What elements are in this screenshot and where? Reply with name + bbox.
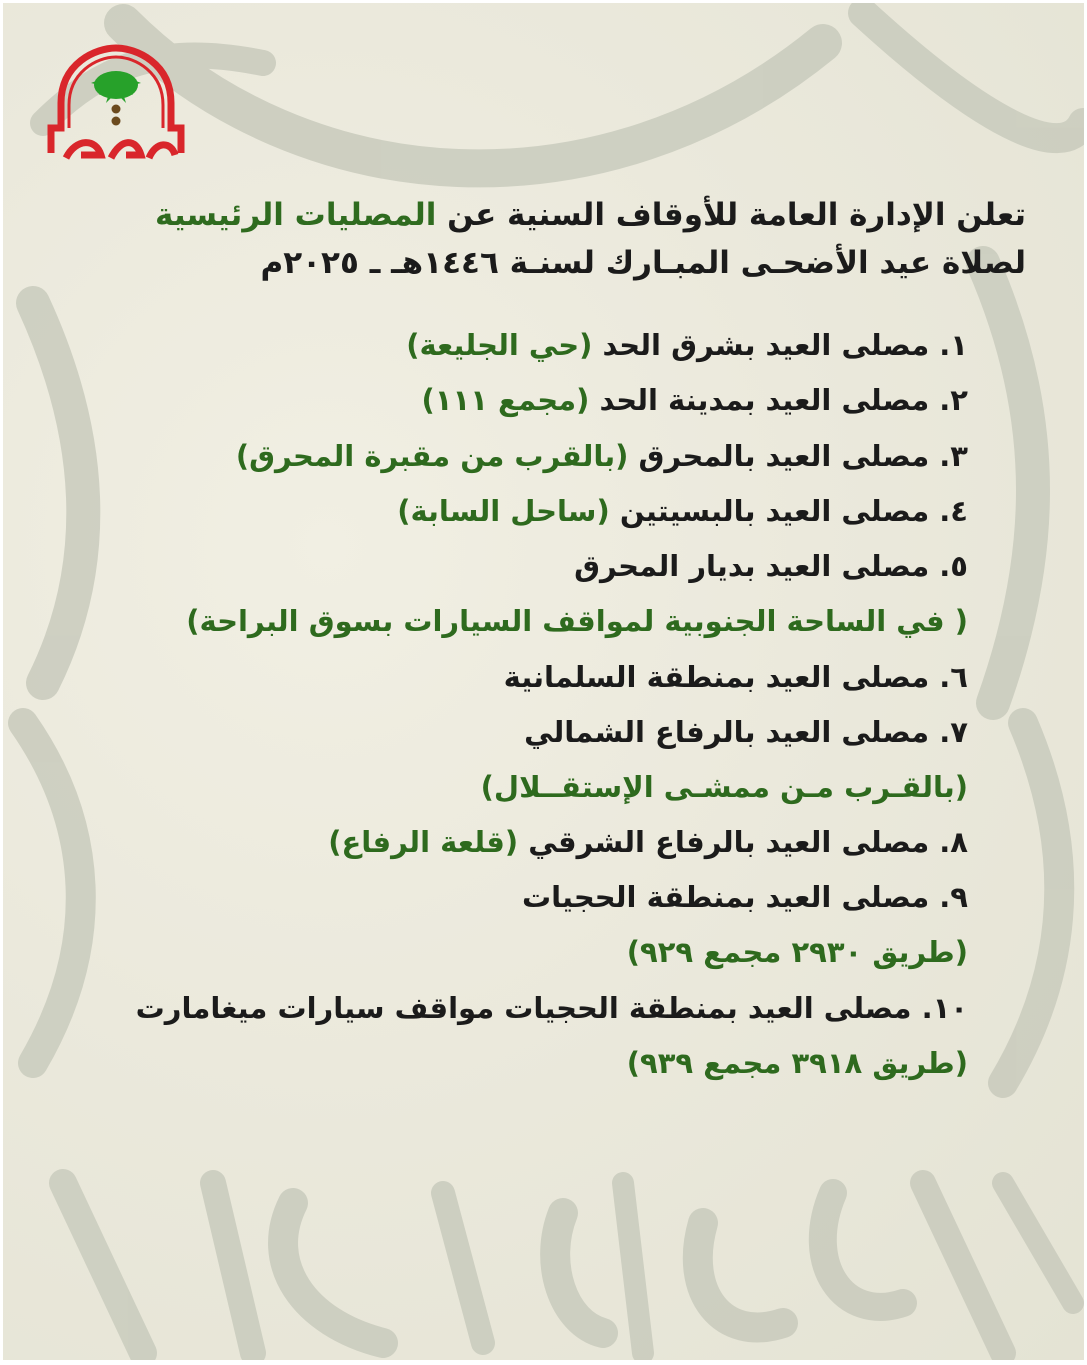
list-item-note: (طريق ٣٩١٨ مجمع ٩٣٩) [626, 1046, 968, 1080]
page-title [66, 191, 1026, 287]
list-item-note: ( في الساحة الجنوبية لمواقف السيارات بسوق البراحة) [186, 604, 968, 638]
awqaf-logo-icon [41, 43, 191, 168]
list-item: ٢. مصلى العيد بمدينة الحد (مجمع ١١١) [421, 383, 968, 417]
list-item: ٣. مصلى العيد بالمحرق (بالقرب من مقبرة المحرق) [235, 439, 968, 473]
headline-text: تعلن الإدارة العامة للأوقاف السنية عن [436, 197, 1026, 233]
list-item: ٤. مصلى العيد بالبسيتين (ساحل السابة) [397, 494, 968, 528]
list-item-note: (بالقـرب مـن ممشـى الإستقــلال) [480, 770, 968, 804]
headline-line-1 [66, 191, 1026, 239]
headline-line-2: لصلاة عيد الأضحـى المبـارك لسنـة ١٤٤٦هـ ـ ٢٠٢٥م [260, 245, 1026, 281]
list-item-note: (طريق ٢٩٣٠ مجمع ٩٢٩) [626, 935, 968, 969]
headline-highlight: المصليات الرئيسية [155, 197, 437, 233]
list-item: ١. مصلى العيد بشرق الحد (حي الجليعة) [406, 328, 968, 362]
list-item: ٩. مصلى العيد بمنطقة الحجيات [521, 880, 968, 914]
list-item: ٦. مصلى العيد بمنطقة السلمانية [503, 660, 968, 694]
list-item: ١٠. مصلى العيد بمنطقة الحجيات مواقف سيارات ميغامارت [135, 991, 968, 1025]
list-item: ٧. مصلى العيد بالرفاع الشمالي [524, 715, 968, 749]
announcement-poster [3, 3, 1084, 1360]
list-item: ٥. مصلى العيد بديار المحرق [574, 549, 968, 583]
list-item: ٨. مصلى العيد بالرفاع الشرقي (قلعة الرفاع) [328, 825, 968, 859]
